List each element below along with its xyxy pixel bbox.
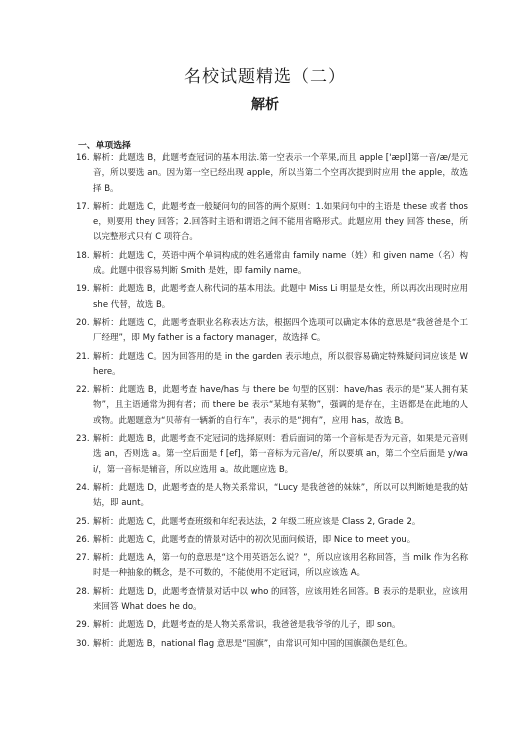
answer-item	[76, 282, 468, 313]
answer-item-text: 解析：此题选 C，此题考查班级和年纪表达法，2 年级二班应该是 Class 2, Grade 2。	[93, 516, 421, 527]
answer-item	[76, 200, 468, 246]
answer-item-text: 解析：此题选 C，英语中两个单词构成的姓名通常由 family name（姓）和 given name（名）构成。此题中很容易判断 Smith 是姓，即 family name。	[93, 250, 468, 277]
answer-item-number: 17.	[76, 201, 90, 212]
answer-item-text: 解析：此题选 C，此题考查的情景对话中的初次见面问候语，即 Nice to meet you。	[93, 534, 416, 545]
answer-item	[76, 515, 468, 530]
answer-item-number: 30.	[76, 638, 90, 649]
answer-item-number: 26.	[76, 534, 90, 545]
answer-item	[76, 350, 468, 381]
answer-item-number: 24.	[76, 482, 90, 493]
answer-list	[76, 151, 468, 655]
answer-item	[76, 551, 468, 582]
answer-item-text: 解析：此题选 B，此题考查 have/has 与 there be 句型的区别：have/has 表示的是“某人拥有某物”，且主语通常为拥有者；而 there be 表示“某地有某物”，强调的是存在，主语都是在此地的人或物。此题题意为“贝蒂有一辆新的自行车”，表示的是“拥有”，应用 has，故选 B。	[93, 385, 468, 426]
answer-item-text: 解析：此题选 D，此题考查情景对话中以 who 的回答，应该用姓名回答。B 表示的是职业，应该用来回答 What does he do。	[93, 586, 468, 613]
document-title: 名校试题精选（二）	[184, 67, 346, 87]
answer-item-number: 19.	[76, 284, 90, 295]
answer-item-number: 18.	[76, 250, 90, 261]
answer-item-number: 20.	[76, 317, 90, 328]
answer-item-number: 16.	[76, 153, 90, 163]
answer-item	[76, 533, 468, 548]
answer-item-number: 21.	[76, 351, 90, 362]
answer-item-text: 解析：此题选 B，national flag 意思是“国旗”，由常识可知中国的国旗颜色是红色。	[93, 638, 413, 649]
answer-item-text: 解析：此题选 D，此题考查的是人物关系常识，我爸爸是我爷爷的儿子，即 son。	[93, 620, 401, 631]
answer-item	[76, 637, 468, 652]
answer-item-text: 解析：此题选 C，此题考查一般疑问句的回答的两个原则：1.如果问句中的主语是 these 或者 those，则要用 they 回答；2.回答时主语和谓语之间不能用省略形式。此题应用 they 回答 these，所以完整形式只有 C 项符合。	[93, 201, 468, 243]
section-heading: 一、单项选择	[78, 141, 131, 151]
answer-item	[76, 481, 468, 512]
answer-item	[76, 249, 468, 280]
answer-item-number: 22.	[76, 385, 90, 396]
answer-item-text: 解析：此题选 B，此题考查冠词的基本用法.第一空表示一个苹果,而且 apple ['æpl]第一音/æ/是元音，所以要选 an。因为第一空已经出现 apple，所以当第二个空再次提到时应用 the apple，故选择 B。	[93, 153, 468, 194]
answer-item	[76, 383, 468, 429]
answer-item	[76, 432, 468, 478]
answer-item	[76, 151, 468, 197]
answer-item-text: 解析：此题选 C，此题考查职业名称表达方法，根据四个选项可以确定本体的意思是“我爸爸是个工厂经理”，即 My father is a factory manager，故选择 C。	[93, 317, 468, 344]
answer-item-number: 29.	[76, 620, 90, 631]
answer-item-text: 解析：此题选 A，第一句的意思是“这个用英语怎么说？”，所以应该用名称回答，当 milk 作为名称时是一种抽象的概念，是不可数的，不能使用不定冠词，所以应该选 A。	[93, 553, 468, 579]
answer-item	[76, 618, 468, 633]
answer-item-number: 28.	[76, 586, 90, 597]
answer-item-text: 解析：此题选 D，此题考查的是人物关系常识，“Lucy 是我爸爸的妹妹”，所以可以判断她是我的姑姑，即 aunt。	[93, 482, 468, 509]
answer-item-text: 解析：此题选 B，此题考查人称代词的基本用法。此题中 Miss Li 明显是女性，所以再次出现时应用 she 代替，故选 B。	[93, 284, 468, 310]
answer-item-number: 27.	[76, 553, 90, 564]
answer-item	[76, 585, 468, 616]
answer-item-text: 解析：此题选 C。因为回答用的是 in the garden 表示地点，所以很容易确定特殊疑问词应该是 Where。	[93, 351, 468, 377]
answer-item-text: 解析：此题选 B，此题考查不定冠词的选择原则：看后面词的第一个音标是否为元音，如果是元音则选 an，否则选 a。第一空后面是 f [ef]，第一音标为元音/e/，所以要填 an，第二个空后面是 y/wai/，第一音标是辅音，所以应选用 a。故此题应选 B。	[93, 434, 468, 475]
answer-item	[76, 316, 468, 347]
answer-item-number: 25.	[76, 516, 90, 527]
document-subtitle: 解析	[251, 97, 279, 113]
answer-item-number: 23.	[76, 434, 90, 445]
